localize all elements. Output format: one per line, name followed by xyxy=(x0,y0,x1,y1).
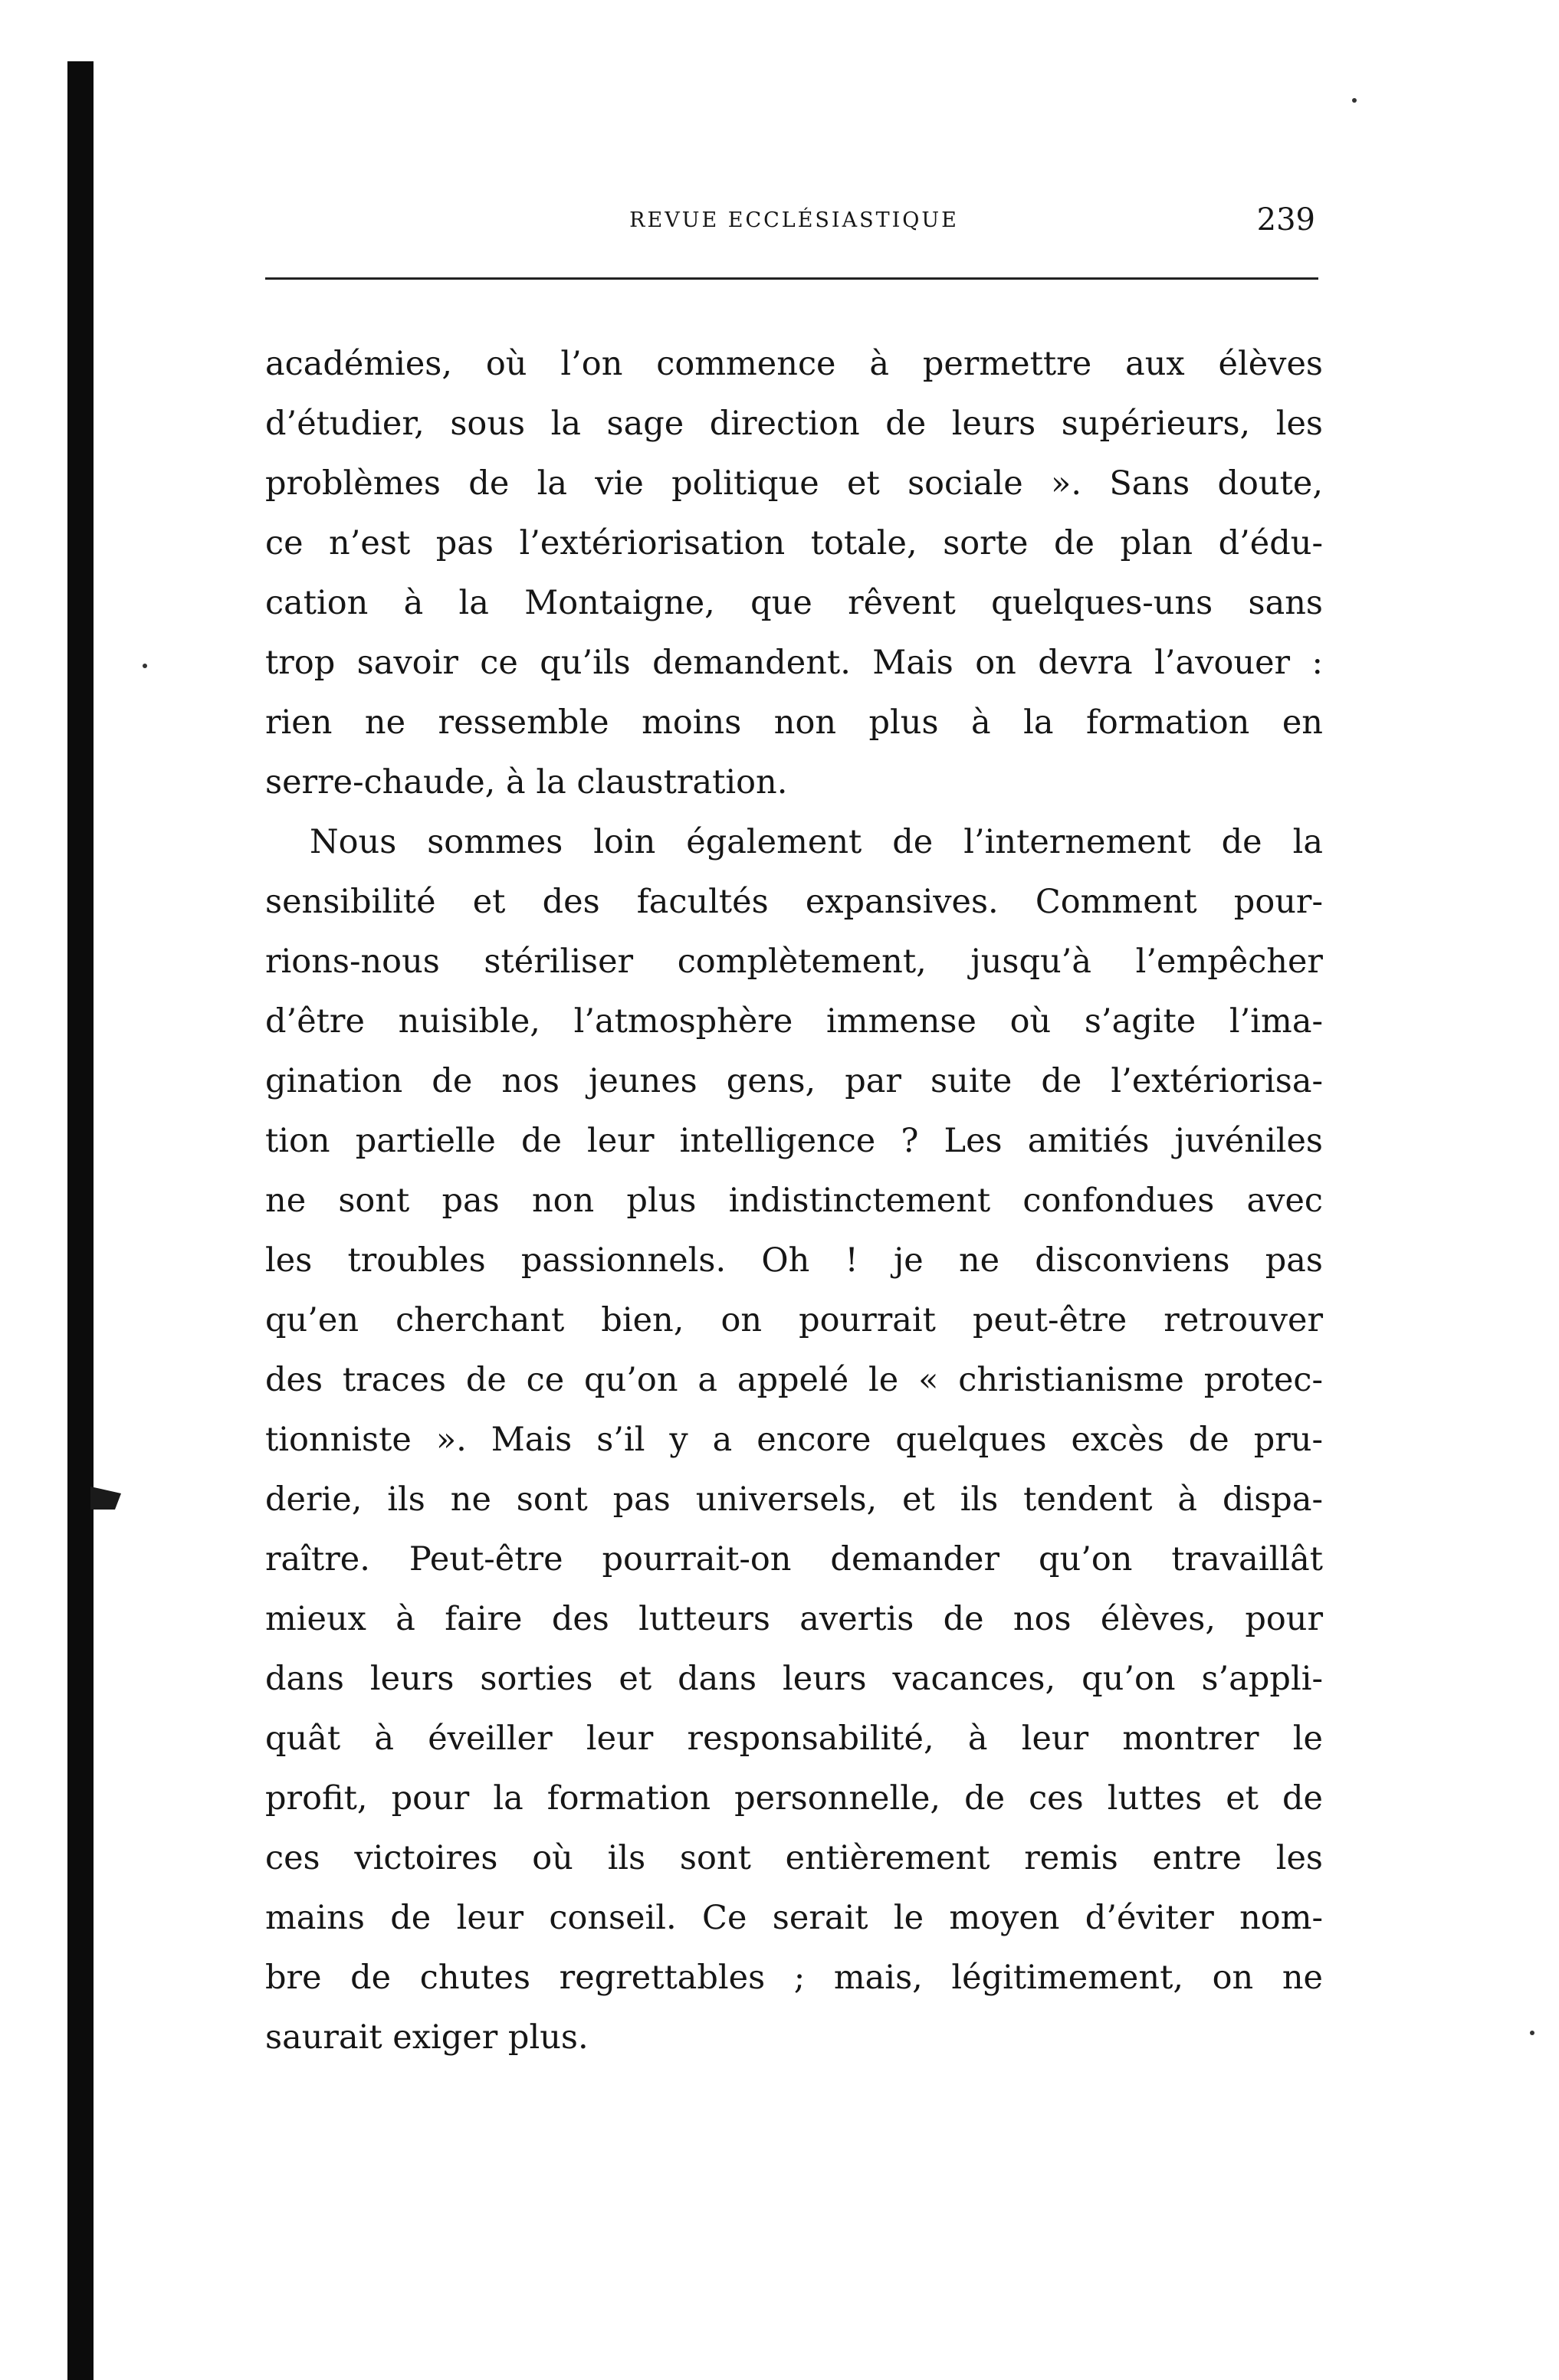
text-line: les troubles passionnels. Oh ! je ne disconviens pas xyxy=(265,1241,1323,1280)
running-title: REVUE ECCLÉSIASTIQUE xyxy=(629,208,959,232)
text-line: tion partielle de leur intelligence ? Les amitiés juvéniles xyxy=(265,1122,1323,1160)
text-line: qu’en cherchant bien, on pourrait peut-être retrouver xyxy=(265,1301,1323,1339)
paragraph xyxy=(265,334,1323,812)
text-line: d’être nuisible, l’atmosphère immense où s’agite l’ima- xyxy=(265,1002,1323,1041)
scan-artifact xyxy=(90,1487,121,1510)
scan-speck xyxy=(1352,98,1357,103)
text-line: trop savoir ce qu’ils demandent. Mais on devra l’avouer : xyxy=(265,644,1323,682)
text-line: saurait exiger plus. xyxy=(265,2018,589,2057)
scan-binding-edge xyxy=(67,61,94,2380)
text-line: ne sont pas non plus indistinctement confondues avec xyxy=(265,1182,1323,1220)
text-line: ces victoires où ils sont entièrement remis entre les xyxy=(265,1839,1323,1877)
page-number: 239 xyxy=(1256,202,1315,238)
text-line: profit, pour la formation personnelle, de ces luttes et de xyxy=(265,1779,1323,1818)
text-line: mieux à faire des lutteurs avertis de nos élèves, pour xyxy=(265,1600,1323,1638)
text-line: académies, où l’on commence à permettre aux élèves xyxy=(265,345,1323,383)
scan-speck xyxy=(143,664,147,668)
text-line: quât à éveiller leur responsabilité, à leur montrer le xyxy=(265,1719,1323,1758)
text-line: ce n’est pas l’extériorisation totale, sorte de plan d’édu- xyxy=(265,524,1323,562)
text-line: bre de chutes regrettables ; mais, légitimement, on ne xyxy=(265,1959,1323,1997)
text-line: problèmes de la vie politique et sociale ». Sans doute, xyxy=(265,464,1323,503)
text-line: rien ne ressemble moins non plus à la formation en xyxy=(265,703,1323,742)
text-line: derie, ils ne sont pas universels, et ils tendent à dispa- xyxy=(265,1480,1323,1519)
paragraph xyxy=(265,812,1323,2067)
scan-speck xyxy=(1530,2031,1534,2035)
text-line: cation à la Montaigne, que rêvent quelques-uns sans xyxy=(265,584,1323,622)
text-line: serre-chaude, à la claustration. xyxy=(265,763,788,802)
text-line: d’étudier, sous la sage direction de leurs supérieurs, les xyxy=(265,405,1323,443)
text-line: sensibilité et des facultés expansives. Comment pour- xyxy=(265,883,1323,921)
header-rule xyxy=(265,277,1318,280)
text-line: Nous sommes loin également de l’internement de la xyxy=(310,823,1323,861)
text-line: tionniste ». Mais s’il y a encore quelques excès de pru- xyxy=(265,1421,1323,1459)
running-header xyxy=(265,201,1323,254)
text-line: raître. Peut-être pourrait-on demander qu’on travaillât xyxy=(265,1540,1323,1578)
body-text xyxy=(265,334,1323,2067)
text-line: mains de leur conseil. Ce serait le moyen d’éviter nom- xyxy=(265,1899,1323,1937)
text-line: rions-nous stériliser complètement, jusqu’à l’empêcher xyxy=(265,942,1323,981)
text-line: des traces de ce qu’on a appelé le « christianisme protec- xyxy=(265,1361,1323,1399)
text-line: dans leurs sorties et dans leurs vacances, qu’on s’appli- xyxy=(265,1660,1323,1698)
text-line: gination de nos jeunes gens, par suite de l’extériorisa- xyxy=(265,1062,1323,1100)
